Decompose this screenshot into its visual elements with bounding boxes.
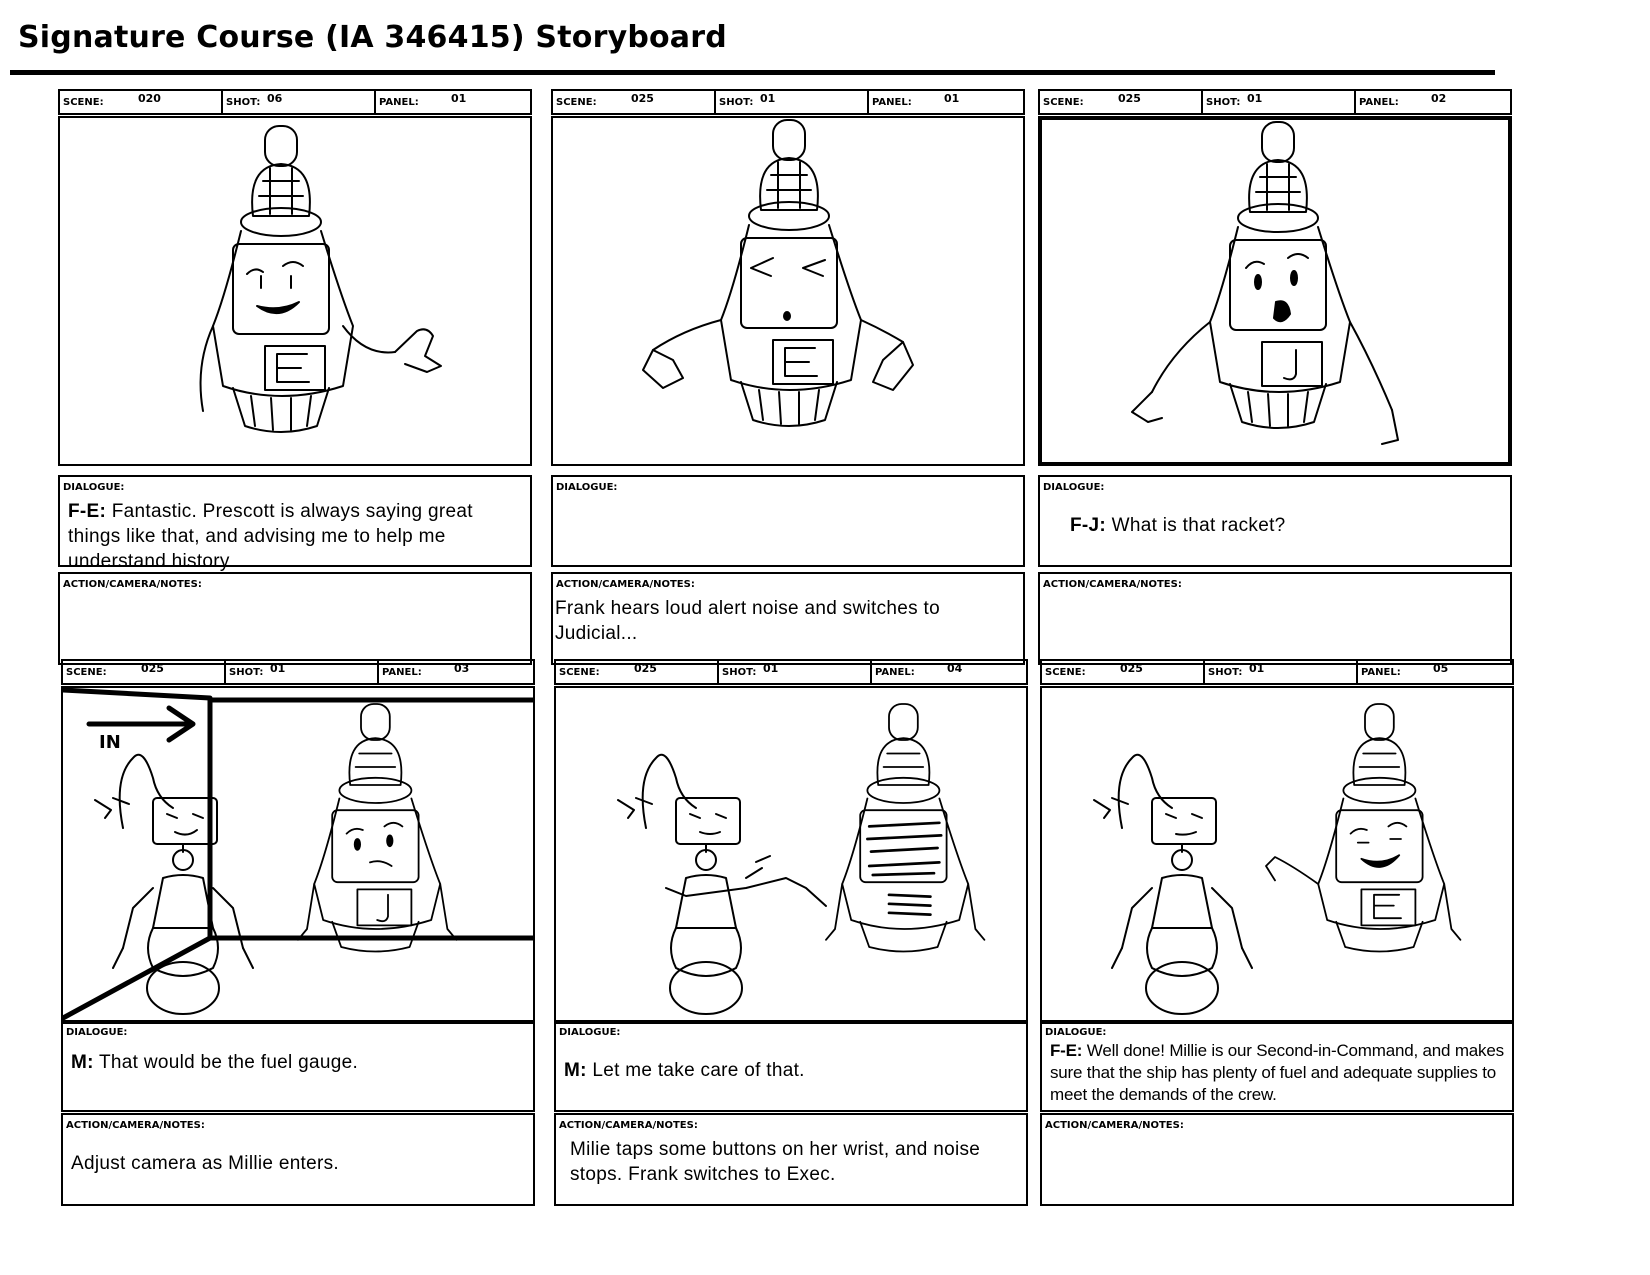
dialogue-label: DIALOGUE: — [556, 482, 618, 493]
dialogue-text — [71, 1050, 525, 1075]
shot-label: SHOT: — [229, 667, 264, 678]
shot-label: SHOT: — [1208, 667, 1243, 678]
notes-box — [61, 1113, 535, 1206]
notes-label: ACTION/CAMERA/NOTES: — [63, 579, 202, 590]
speaker: M: — [71, 1052, 94, 1073]
notes-label: ACTION/CAMERA/NOTES: — [559, 1120, 698, 1131]
scene-value: 025 — [631, 92, 654, 105]
notes-label: ACTION/CAMERA/NOTES: — [1045, 1120, 1184, 1131]
dialogue-text — [1050, 1040, 1506, 1106]
panel-artwork — [58, 116, 532, 466]
scene-label: SCENE: — [1045, 667, 1086, 678]
panel-header — [61, 659, 535, 685]
dialogue-box — [1040, 1020, 1514, 1112]
dialogue-box — [551, 475, 1025, 567]
speaker: F-J: — [1070, 515, 1107, 536]
panel-label: PANEL: — [379, 97, 419, 108]
dialogue-text — [564, 1058, 1018, 1083]
dialogue-label: DIALOGUE: — [559, 1027, 621, 1038]
notes-label: ACTION/CAMERA/NOTES: — [1043, 579, 1182, 590]
panel-header — [58, 89, 532, 115]
speaker: F-E: — [1050, 1041, 1083, 1060]
shot-value: 01 — [760, 92, 776, 105]
panel-artwork — [1040, 686, 1514, 1024]
panel-value: 04 — [947, 662, 963, 675]
dialogue-box — [1038, 475, 1512, 567]
frank-robot-drawing — [201, 126, 441, 432]
panel-value: 05 — [1433, 662, 1449, 675]
scene-value: 025 — [634, 662, 657, 675]
scene-label: SCENE: — [63, 97, 104, 108]
notes-box — [1040, 1113, 1514, 1206]
scene-value: 025 — [141, 662, 164, 675]
panel-label: PANEL: — [1359, 97, 1399, 108]
frank-robot-drawing — [826, 704, 984, 952]
notes-text: Milie taps some buttons on her wrist, and noise stops. Frank switches to Exec. — [570, 1139, 981, 1185]
notes-box — [551, 572, 1025, 665]
notes-text: Adjust camera as Millie enters. — [71, 1153, 340, 1174]
shot-label: SHOT: — [722, 667, 757, 678]
dialogue-label: DIALOGUE: — [63, 482, 125, 493]
shot-value: 01 — [1247, 92, 1263, 105]
shot-value: 01 — [270, 662, 286, 675]
dialogue-text — [68, 499, 522, 574]
dialogue-line: Let me take care of that. — [592, 1060, 805, 1081]
speaker: M: — [564, 1060, 587, 1081]
millie-robot-drawing — [95, 755, 253, 1014]
notes-text: Frank hears loud alert noise and switches to Judicial... — [555, 598, 940, 644]
dialogue-text — [1070, 513, 1502, 538]
dialogue-label: DIALOGUE: — [1045, 1027, 1107, 1038]
scene-label: SCENE: — [66, 667, 107, 678]
dialogue-line: Fantastic. Prescott is always saying great things like that, and advising me to help me understand history — [68, 501, 473, 572]
shot-value: 01 — [763, 662, 779, 675]
speaker: F-E: — [68, 501, 107, 522]
panel-value: 01 — [944, 92, 960, 105]
notes-box — [554, 1113, 1028, 1206]
millie-robot-drawing — [1094, 755, 1252, 1014]
shot-value: 01 — [1249, 662, 1265, 675]
millie-robot-drawing — [618, 755, 826, 1014]
scene-value: 025 — [1120, 662, 1143, 675]
frank-robot-drawing — [643, 120, 913, 426]
dialogue-label: DIALOGUE: — [1043, 482, 1105, 493]
notes-label: ACTION/CAMERA/NOTES: — [66, 1120, 205, 1131]
shot-value: 06 — [267, 92, 283, 105]
panel-value: 03 — [454, 662, 470, 675]
dialogue-line: What is that racket? — [1111, 515, 1286, 536]
dialogue-line: Well done! Millie is our Second-in-Command, and makes sure that the ship has plenty of fuel and adequate supplies to meet the demands of the crew. — [1050, 1041, 1504, 1104]
shot-label: SHOT: — [719, 97, 754, 108]
notes-box — [58, 572, 532, 665]
notes-box — [1038, 572, 1512, 665]
dialogue-box — [61, 1020, 535, 1112]
scene-value: 025 — [1118, 92, 1141, 105]
panel-header — [554, 659, 1028, 685]
dialogue-box — [554, 1020, 1028, 1112]
notes-label: ACTION/CAMERA/NOTES: — [556, 579, 695, 590]
panel-label: PANEL: — [382, 667, 422, 678]
panel-artwork — [61, 686, 535, 1024]
scene-label: SCENE: — [559, 667, 600, 678]
frank-robot-drawing — [298, 704, 456, 952]
dialogue-box — [58, 475, 532, 572]
panel-value: 02 — [1431, 92, 1447, 105]
dialogue-label: DIALOGUE: — [66, 1027, 128, 1038]
scene-label: SCENE: — [556, 97, 597, 108]
panel-label: PANEL: — [1361, 667, 1401, 678]
panel-label: PANEL: — [872, 97, 912, 108]
panel-header — [1038, 89, 1512, 115]
camera-in-label: IN — [99, 732, 121, 753]
panel-header — [1040, 659, 1514, 685]
scene-label: SCENE: — [1043, 97, 1084, 108]
scene-value: 020 — [138, 92, 161, 105]
frank-robot-drawing — [1266, 704, 1460, 952]
panel-artwork — [554, 686, 1028, 1024]
dialogue-line: That would be the fuel gauge. — [99, 1052, 359, 1073]
shot-label: SHOT: — [226, 97, 261, 108]
shot-label: SHOT: — [1206, 97, 1241, 108]
title-rule — [10, 70, 1495, 75]
panel-label: PANEL: — [875, 667, 915, 678]
page-title: Signature Course (IA 346415) Storyboard — [18, 20, 727, 55]
panel-artwork — [1038, 116, 1512, 466]
camera-frame-guide — [63, 690, 533, 1018]
frank-robot-drawing — [1132, 122, 1398, 444]
panel-header — [551, 89, 1025, 115]
panel-artwork — [551, 116, 1025, 466]
panel-value: 01 — [451, 92, 467, 105]
